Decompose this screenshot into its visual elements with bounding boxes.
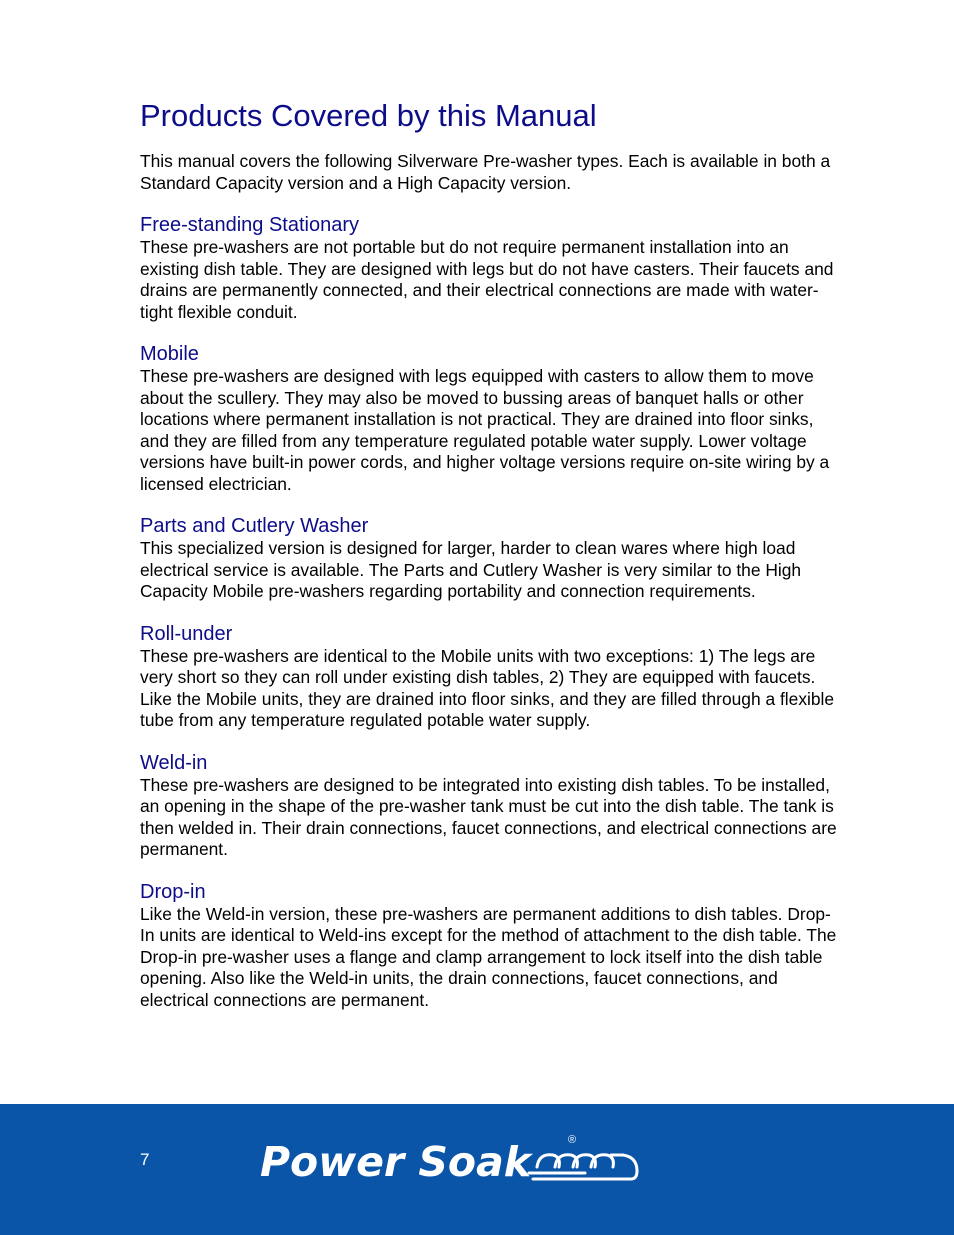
registered-mark: ® <box>568 1134 577 1146</box>
page-footer <box>0 1104 954 1235</box>
intro-paragraph: This manual covers the following Silverware Pre-washer types. Each is available in both a Standard Capacity version and a High Capacity version. <box>140 151 831 193</box>
section-heading: Mobile <box>140 343 199 365</box>
section-body: Like the Weld-in version, these pre-washers are permanent additions to dish tables. Drop-In units are identical to Weld-ins except for the method of attachment to the dish table. The Drop-in pre-washer uses a flange and clamp arrangement to lock itself into the dish table opening. Also like the Weld-in units, the drain connections, faucet connections, and electrical connections are permanent. <box>140 903 837 1010</box>
section-heading: Weld-in <box>140 751 208 774</box>
section-body: These pre-washers are designed to be integrated into existing dish tables. To be installed, an opening in the shape of the pre-washer tank must be cut into the dish table. The tank is then welded in. Their drain connections, faucet connections, and electrical connections are permanent. <box>140 774 837 859</box>
power-soak-wave-icon <box>527 1145 639 1185</box>
section-body: These pre-washers are not portable but do not require permanent installation into an existing dish table. They are designed with legs but do not have casters. Their faucets and drains are permanently connected, and their electrical connections are made with water-tight flexible conduit. <box>140 237 834 322</box>
section-body: This specialized version is designed for larger, harder to clean wares where high load electrical service is available. The Parts and Cutlery Washer is very similar to the High Capacity Mobile pre-washers regarding portability and connection requirements. <box>140 538 802 601</box>
page-content <box>140 96 840 1031</box>
section-free-standing <box>140 214 840 323</box>
logo-text: Power Soak <box>260 1138 532 1186</box>
section-heading: Drop-in <box>140 880 206 903</box>
section-drop-in <box>140 881 840 1012</box>
section-mobile <box>140 343 840 495</box>
section-body: These pre-washers are identical to the Mobile units with two exceptions: 1) The legs are very short so they can roll under existing dish tables, 2) They are equipped with faucets. Like the Mobile units, they are drained into floor sinks, and they are filled through a flexible tube from any temperature regulated potable water supply. <box>140 645 835 730</box>
section-parts-cutlery <box>140 515 840 603</box>
section-body: These pre-washers are designed with legs equipped with casters to allow them to move about the scullery. They may also be moved to bussing areas of banquet halls or other locations where permanent installation is not practical. They are drained into floor sinks, and they are filled from any temperature regulated potable water supply. Lower voltage versions have built-in power cords, and higher voltage versions require on-site wiring by a licensed electrician. <box>140 366 830 494</box>
power-soak-logo <box>260 1132 639 1192</box>
section-heading: Roll-under <box>140 622 233 645</box>
section-roll-under <box>140 623 840 732</box>
page-title: Products Covered by this Manual <box>140 98 597 133</box>
section-weld-in <box>140 752 840 861</box>
section-heading: Parts and Cutlery Washer <box>140 515 369 537</box>
section-heading: Free-standing Stationary <box>140 214 360 236</box>
page-number: 7 <box>140 1150 150 1169</box>
